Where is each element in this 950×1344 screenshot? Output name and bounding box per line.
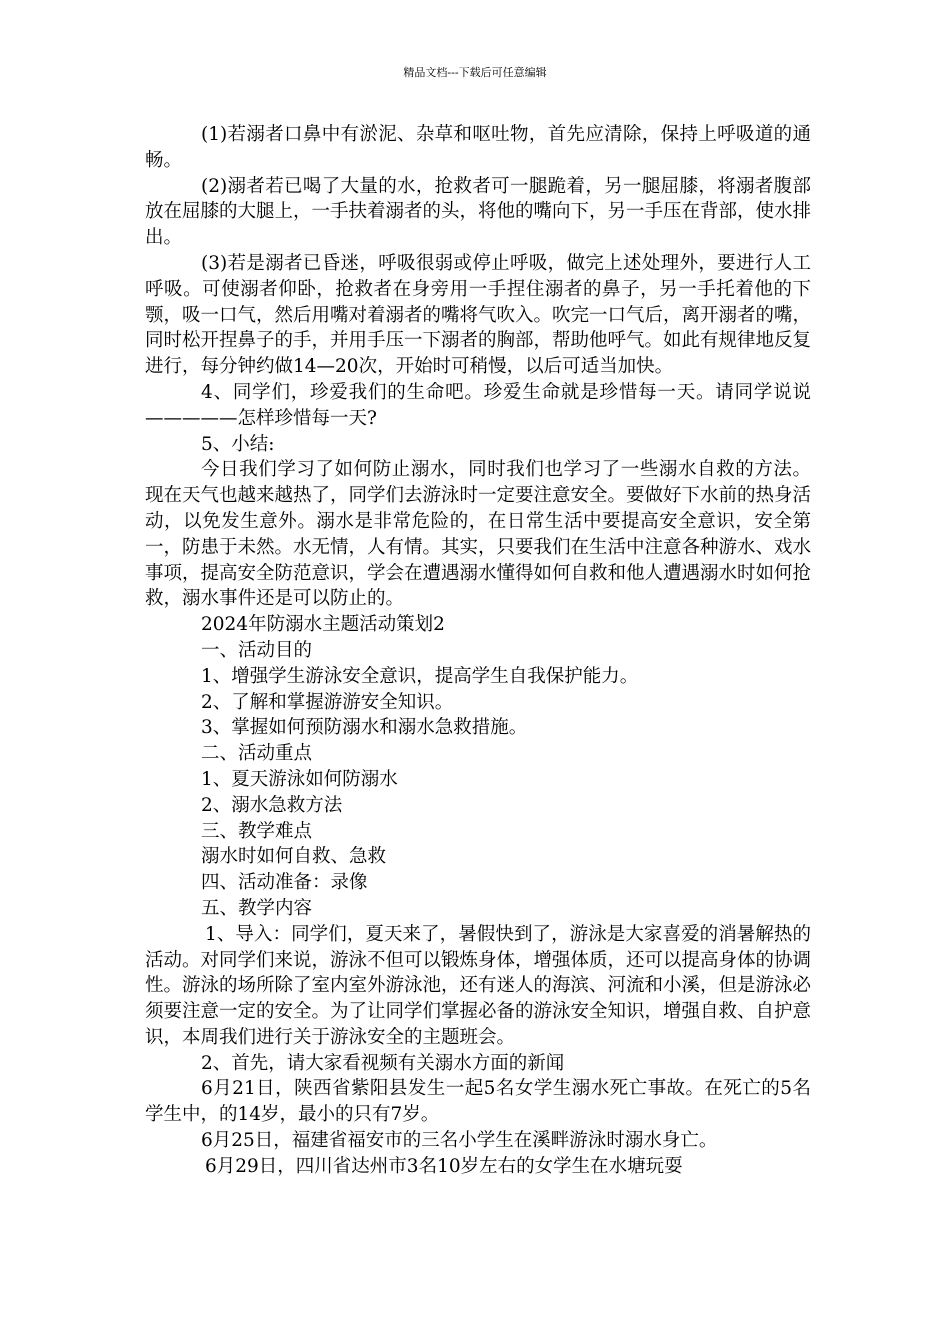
page-header: 精品文档---下载后可任意编辑 xyxy=(403,66,547,79)
paragraph: 一、活动目的 xyxy=(201,639,313,661)
paragraph: 2024年防溺水主题活动策划2 xyxy=(201,614,445,636)
paragraph: 1、导入：同学们，夏天来了，暑假快到了，游泳是大家喜爱的消暑解热的活动。对同学们来说，游泳不但可以锻炼身体，增强体质，还可以提高身体的协调性。游泳的场所除了室内室外游泳池，还有迷人的海滨、河流和小溪，但是游泳必须要注意一定的安全。为了让同学们掌握必备的游泳安全知识，增强自救、自护意识，本周我们进行关于游泳安全的主题班会。 xyxy=(145,923,812,1048)
paragraph: 1、夏天游泳如何防溺水 xyxy=(201,768,398,790)
paragraph: 6月25日，福建省福安市的三名小学生在溪畔游泳时溺水身亡。 xyxy=(201,1130,718,1152)
paragraph: 2、了解和掌握游游安全知识。 xyxy=(201,691,454,713)
paragraph: 三、教学难点 xyxy=(201,820,313,842)
paragraph: 2、首先，请大家看视频有关溺水方面的新闻 xyxy=(201,1052,565,1074)
paragraph: 6月21日，陕西省紫阳县发生一起5名女学生溺水死亡事故。在死亡的5名学生中，的14岁，最小的只有7岁。 xyxy=(145,1078,811,1126)
paragraph: 五、教学内容 xyxy=(201,897,313,919)
paragraph: (3)若是溺者已昏迷，呼吸很弱或停止呼吸，做完上述处理外，要进行人工呼吸。可使溺者仰卧，抢救者在身旁用一手捏住溺者的鼻子，另一手托着他的下颚，吸一口气，然后用嘴对着溺者的嘴将气吹入。吹完一口气后，离开溺者的嘴，同时松开捏鼻子的手，并用手压一下溺者的胸部，帮助他呼气。如此有规律地反复进行，每分钟约做14—20次，开始时可稍慢，以后可适当加快。 xyxy=(145,252,812,378)
paragraph: 溺水时如何自救、急救 xyxy=(201,846,387,868)
paragraph: (2)溺者若已喝了大量的水，抢救者可一腿跪着，另一腿屈膝，将溺者腹部放在屈膝的大腿上，一手扶着溺者的头，将他的嘴向下，另一手压在背部，使水排出。 xyxy=(145,175,812,249)
paragraph: 1、增强学生游泳安全意识，提高学生自我保护能力。 xyxy=(201,665,639,687)
document-body xyxy=(145,122,811,1180)
paragraph: 四、活动准备：录像 xyxy=(201,872,368,894)
paragraph: 6月29日，四川省达州市3名10岁左右的女学生在水塘玩耍 xyxy=(205,1155,683,1177)
paragraph: 5、小结: xyxy=(201,433,275,455)
paragraph: 今日我们学习了如何防止溺水，同时我们也学习了一些溺水自救的方法。现在天气也越来越热了，同学们去游泳时一定要注意安全。要做好下水前的热身活动，以免发生意外。溺水是非常危险的，在日常生活中要提高安全意识，安全第一，防患于未然。水无情，人有情。其实，只要我们在生活中注意各种游水、戏水事项，提高安全防范意识，学会在遭遇溺水懂得如何自救和他人遭遇溺水时如何抢救，溺水事件还是可以防止的。 xyxy=(145,459,812,610)
paragraph: 2、溺水急救方法 xyxy=(201,794,343,816)
paragraph: 4、同学们，珍爱我们的生命吧。珍爱生命就是珍惜每一天。请同学说说—————怎样珍惜每一天? xyxy=(145,381,811,429)
paragraph: (1)若溺者口鼻中有淤泥、杂草和呕吐物，首先应清除，保持上呼吸道的通畅。 xyxy=(145,124,811,171)
paragraph: 二、活动重点 xyxy=(201,743,313,765)
paragraph: 3、掌握如何预防溺水和溺水急救措施。 xyxy=(201,717,528,739)
